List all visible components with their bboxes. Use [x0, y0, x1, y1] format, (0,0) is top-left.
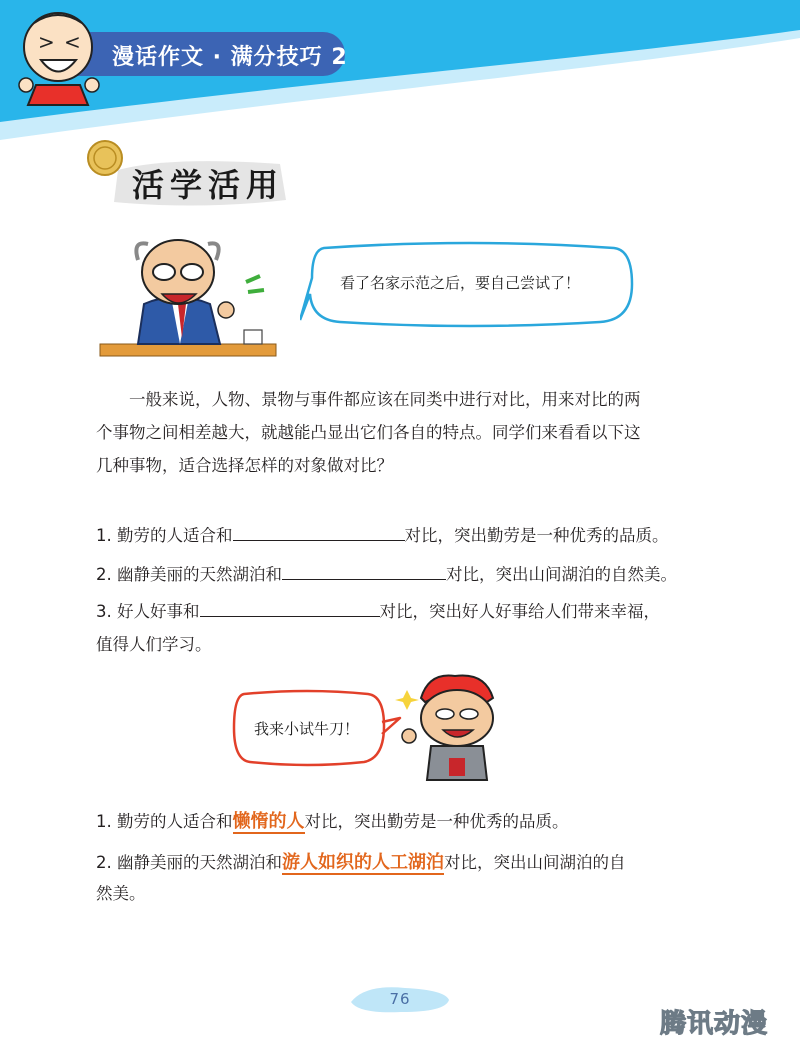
question-3: 3. 好人好事和 对比，突出好人好事给人们带来幸福， [96, 598, 660, 622]
watermark: 腾讯动漫 [660, 1009, 769, 1039]
series-title: 漫话作文 · 满分技巧 2 [112, 45, 348, 70]
intro-line: 个事物之间相差越大，就越能凸显出它们各自的特点。同学们来看看以下这 [96, 423, 641, 442]
answer-highlight: 游人如织的人工湖泊 [282, 852, 444, 873]
svg-text:>: > [38, 30, 55, 54]
intro-line: 几种事物，适合选择怎样的对象做对比？ [96, 456, 393, 475]
answer-blank [233, 522, 405, 541]
teacher-speech-text: 看了名家示范之后，要自己尝试了！ [340, 274, 581, 292]
answer-1: 1. 勤劳的人适合和懒惰的人对比，突出勤劳是一种优秀的品质。 [96, 811, 569, 832]
answer-blank [282, 561, 446, 580]
header-wave [0, 0, 800, 150]
page-number: 76 [389, 990, 411, 1008]
svg-text:<: < [64, 30, 81, 54]
answer-highlight: 懒惰的人 [232, 811, 305, 832]
question-1: 1. 勤劳的人适合和 对比，突出勤劳是一种优秀的品质。 [96, 522, 669, 546]
section-title: 活学活用 [132, 166, 285, 204]
student-speech-text: 我来小试牛刀！ [254, 720, 360, 738]
teacher-illustration [98, 232, 288, 362]
student-illustration [395, 668, 513, 786]
answer-2: 2. 幽静美丽的天然湖泊和游人如织的人工湖泊对比，突出山间湖泊的自 [96, 852, 626, 873]
intro-paragraph [96, 383, 706, 482]
intro-line: 一般来说，人物、景物与事件都应该在同类中进行对比，用来对比的两 [129, 390, 641, 409]
question-3-continuation: 值得人们学习。 [96, 635, 212, 654]
mascot-avatar [8, 5, 113, 113]
answer-blank [200, 598, 380, 617]
question-2: 2. 幽静美丽的天然湖泊和 对比，突出山间湖泊的自然美。 [96, 561, 677, 585]
answer-2-continuation: 然美。 [96, 884, 146, 903]
